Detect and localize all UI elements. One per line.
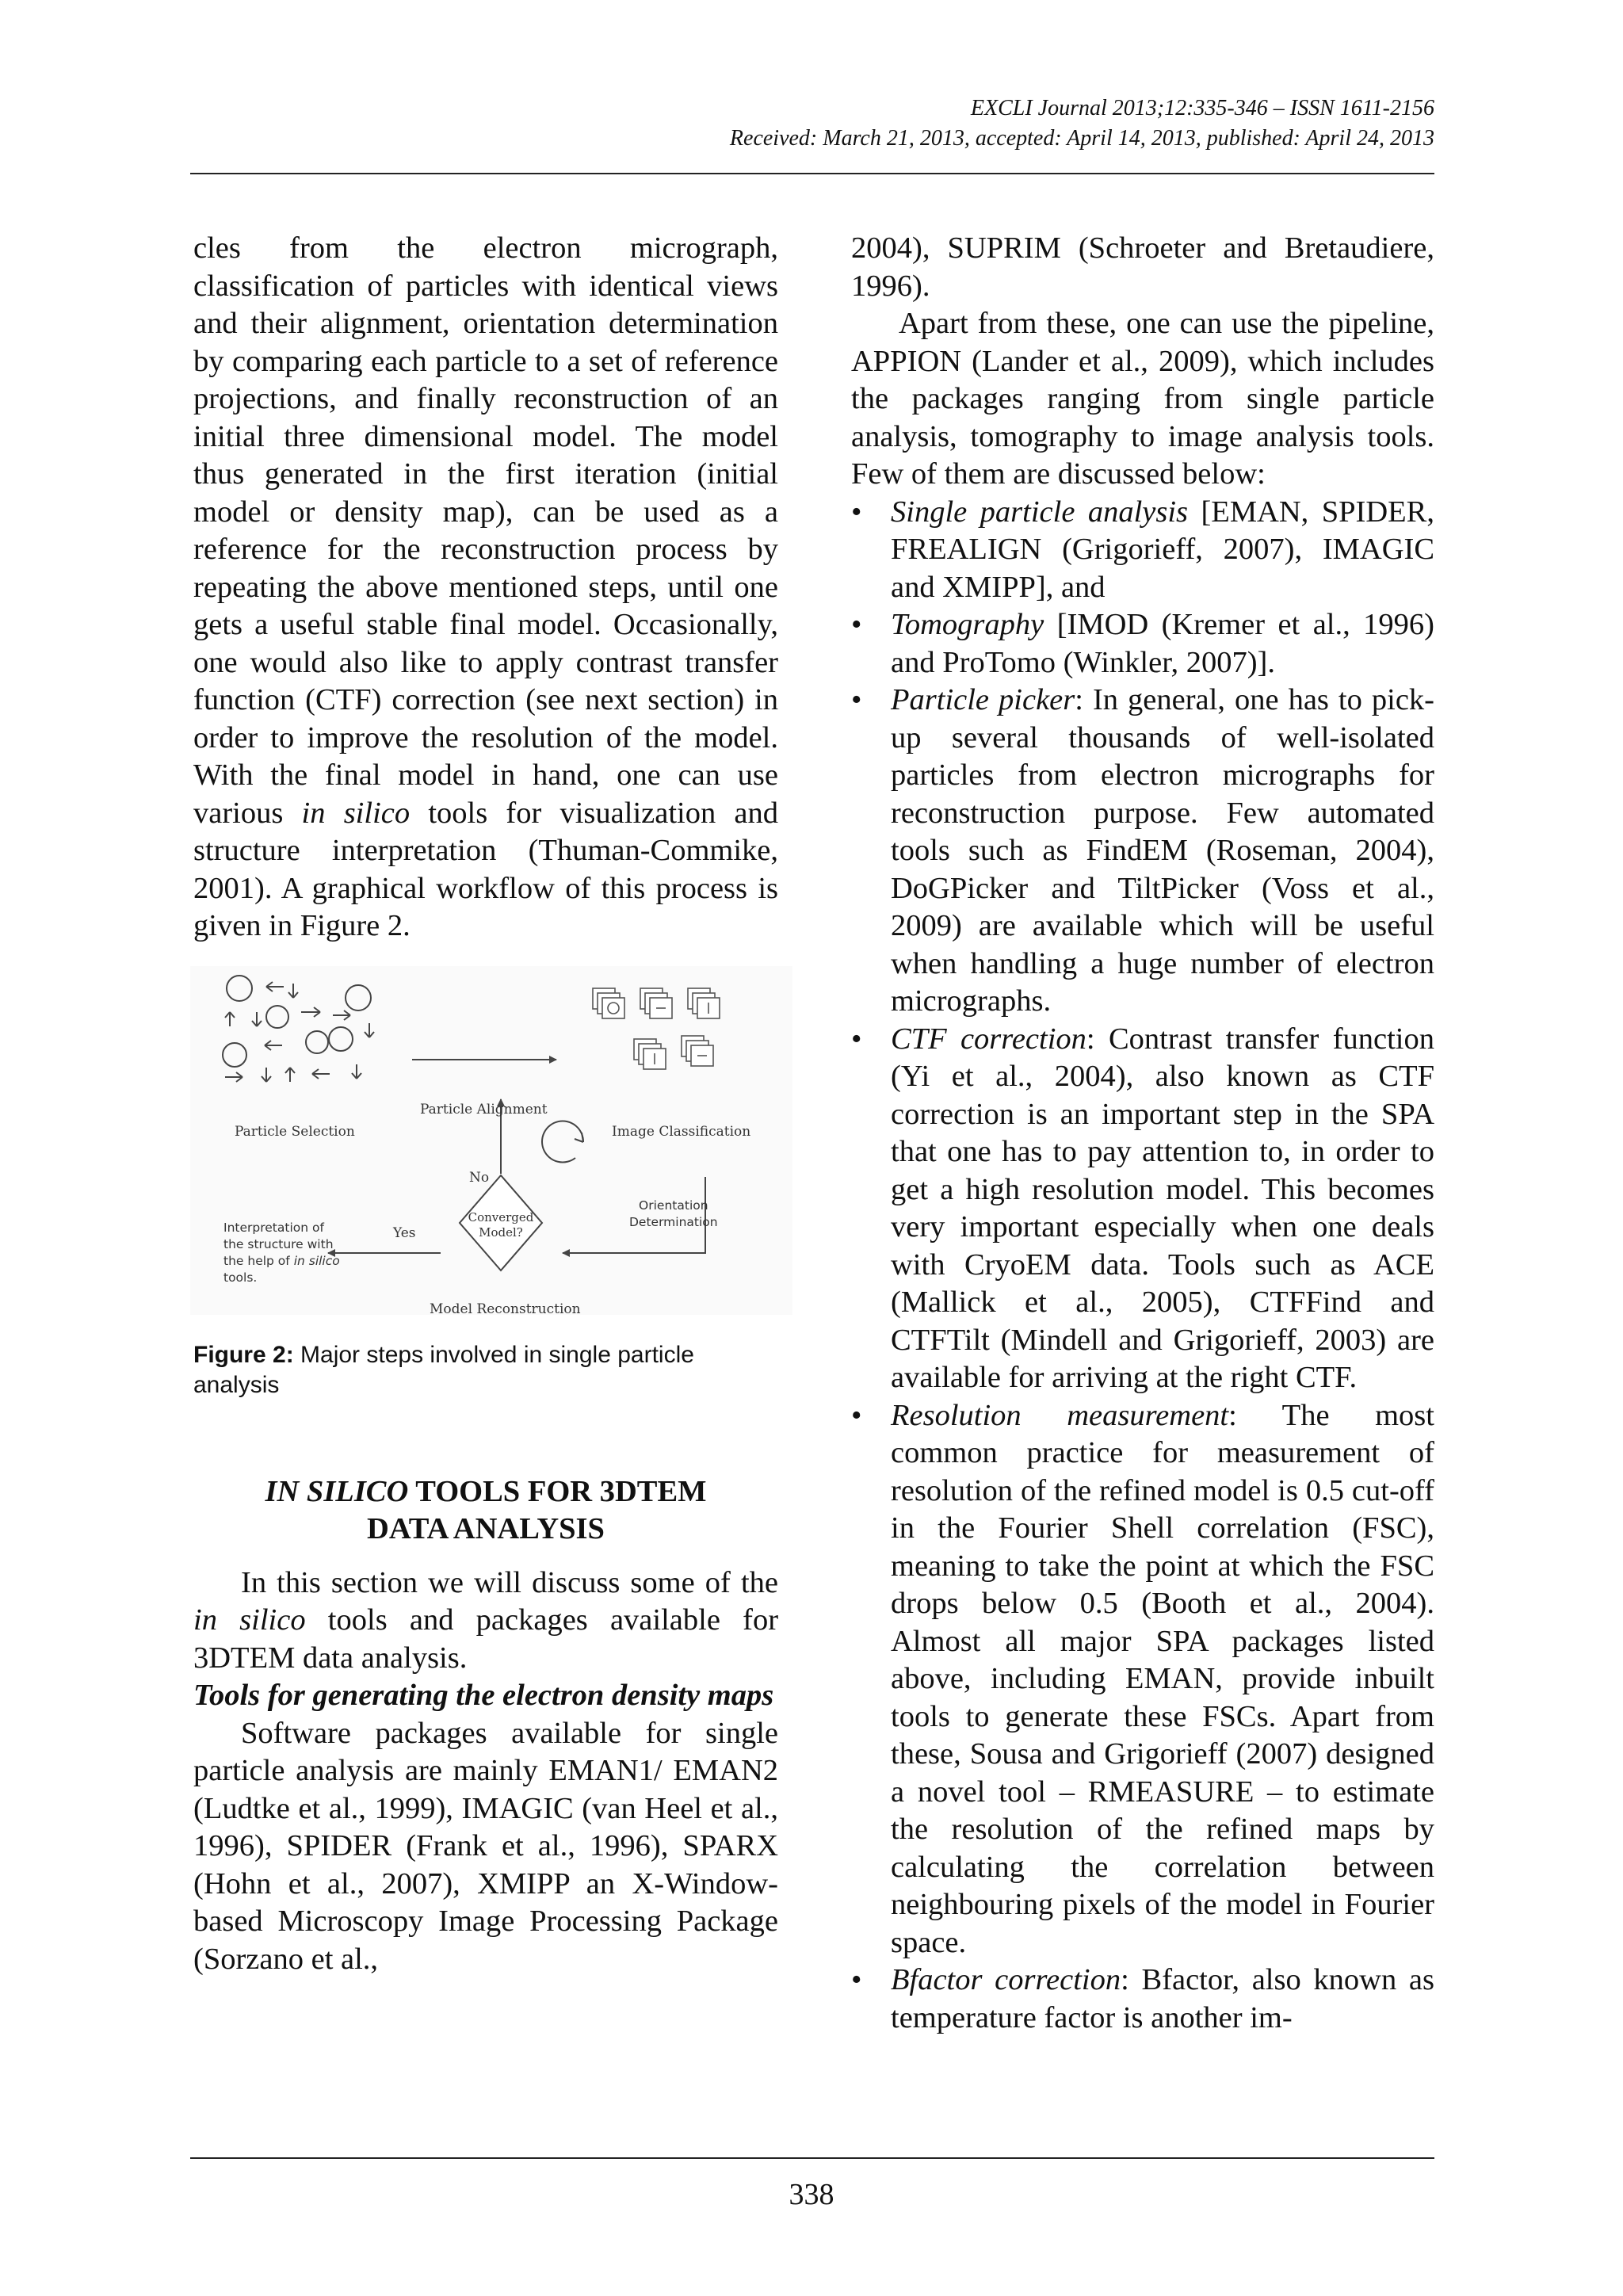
bullet-text: : In general, one has to pick-up several thousands of well-isolated particles from electron micrographs for reconstruction purpose. Few automated tools such as FindEM (Roseman, 2004), DoGPicker and TiltPicker (Voss et al., 2009) are available which will be useful when handling a huge number of electron micrographs. (891, 683, 1434, 1018)
label-no: No (469, 1169, 490, 1186)
converged-line-1: Converged (468, 1209, 534, 1224)
text-run: In this section we will discuss some of the (241, 1565, 778, 1599)
interp-line-2: the structure with (223, 1236, 334, 1251)
bullet-term: Single particle analysis (891, 495, 1189, 529)
label-model-reconstruction: Model Reconstruction (430, 1301, 581, 1317)
bullet-term: Bfactor correction (891, 1963, 1121, 1996)
list-item (851, 1962, 1434, 2037)
interp-line-4: tools. (223, 1270, 258, 1285)
section-heading-emphasis: IN SILICO (265, 1474, 409, 1508)
label-interpretation (223, 1220, 340, 1286)
suprim-paragraph: 2004), SUPRIM (Schroeter and Bretaudiere, 1996). (851, 231, 1434, 303)
publication-dates: Received: March 21, 2013, accepted: April 14, 2013, published: April 24, 2013 (729, 126, 1434, 151)
bullet-text: [EMAN, SPIDER, FREALIGN (Grigorieff, 2007), IMAGIC and XMIPP], and (891, 495, 1434, 604)
section-heading (193, 1473, 778, 1549)
caption-text: Major steps involved in single particle analysis (193, 1341, 694, 1398)
tools-bullet-list (851, 494, 1434, 2038)
bullet-text: : Contrast transfer function (Yi et al., 2004), also known as CTF correction is an important step in the SPA that one has to pay attention to, in order to get a high resolution model. This becomes very important especially when one deals with CryoEM data. Tools such as ACE (Mallick et al., 2005), CTFFind and CTFTilt (Mindell and Grigorieff, 2003) are available for arriving at the right CTF. (891, 1022, 1434, 1394)
bullet-text: : The most common practice for measurement of resolution of the refined model is 0.5 cut-off in the Fourier Shell correlation (FSC), meaning to take the point at which the FSC drops below 0.5 (Booth et al., 2004). Almost all major SPA packages listed above, including EMAN, provide inbuilt tools to generate these FSCs. Apart from these, Sousa and Grigorieff (2007) designed a novel tool – RMEASURE – to estimate the resolution of the refined maps by calculating the correlation between neighbouring pixels of the model in Fourier space. (891, 1398, 1434, 1959)
label-image-classification: Image Classification (612, 1123, 751, 1140)
list-item (851, 494, 1434, 607)
bullet-term: CTF correction (891, 1022, 1086, 1056)
list-item (851, 682, 1434, 1021)
label-orientation-determination (629, 1198, 718, 1231)
emphasis: in silico (193, 1603, 306, 1637)
left-column (193, 230, 778, 1978)
orientation-line-2: Determination (629, 1214, 718, 1229)
bullet-text: : Bfactor, also known as temperature factor is another im- (891, 1963, 1434, 2034)
list-item (851, 606, 1434, 682)
label-particle-selection: Particle Selection (235, 1123, 355, 1140)
bullet-text: [IMOD (Kremer et al., 1996) and ProTomo (Winkler, 2007)]. (891, 608, 1434, 679)
label-converged-model (464, 1210, 537, 1240)
appion-paragraph: Apart from these, one can use the pipeline, APPION (Lander et al., 2009), which includes the packages ranging from single particle analysis, tomography to image analysis tools. Few of them are discussed below: (851, 307, 1434, 491)
intro-paragraph (193, 230, 778, 946)
list-item (851, 1397, 1434, 1962)
list-item (851, 1021, 1434, 1397)
subsection-heading: Tools for generating the electron density maps (193, 1679, 774, 1712)
orientation-line-1: Orientation (639, 1198, 708, 1213)
figure-caption (193, 1340, 778, 1400)
caption-label: Figure 2: (193, 1341, 294, 1368)
section-heading-text: TOOLS FOR 3DTEM (415, 1474, 707, 1508)
bullet-term: Tomography (891, 608, 1044, 641)
journal-citation: EXCLI Journal 2013;12:335-346 – ISSN 1611-2156 (970, 96, 1434, 120)
text-run: tools for visualization and structure interpretation (Thuman-Commike, 2001). A graphical workflow of this process is given in Figure 2. (193, 796, 778, 942)
bullet-term: Particle picker (891, 683, 1075, 716)
footer-rule (190, 2157, 1434, 2159)
right-column (851, 230, 1434, 2037)
emphasis: in silico (301, 796, 411, 830)
text-run: cles from the electron micrograph, classification of particles with identical views and their alignment, orientation determination by comparing each particle to a set of reference projections, and finally reconstruction of an initial three dimensional model. The model thus generated in the first iteration (initial model or density map), can be used as a reference for the reconstruction process by repeating the above mentioned steps, until one gets a useful stable final model. Occasionally, one would also like to apply contrast transfer function (CTF) correction (see next section) in order to improve the resolution of the model. With the final model in hand, one can use various (193, 231, 778, 830)
interp-emphasis: in silico (293, 1253, 340, 1268)
section-heading-line-2: DATA ANALYSIS (367, 1512, 605, 1545)
label-particle-alignment: Particle Alignment (420, 1101, 548, 1117)
software-packages-paragraph: Software packages available for single particle analysis are mainly EMAN1/ EMAN2 (Ludtke et al., 1999), IMAGIC (van Heel et al., 1996), SPIDER (Frank et al., 1996), SPARX (Hohn et al., 2007), XMIPP an X-Window-based Microscopy Image Processing Package (Sorzano et al., (193, 1716, 778, 1976)
figure-2-workflow-diagram (190, 966, 792, 1315)
interp-line-1: Interpretation of (223, 1220, 324, 1235)
converged-line-2: Model? (479, 1224, 523, 1240)
interp-line-3 (223, 1253, 340, 1270)
label-yes: Yes (393, 1224, 416, 1241)
journal-header (190, 94, 1434, 154)
bullet-term: Resolution measurement (891, 1398, 1229, 1432)
section-intro-paragraph (193, 1564, 778, 1678)
page-number: 338 (789, 2178, 834, 2211)
text-run: tools and packages available for 3DTEM data analysis. (193, 1603, 779, 1675)
interp-text: the help of (223, 1253, 290, 1268)
header-rule (190, 173, 1434, 174)
section-heading-line-1 (193, 1473, 778, 1511)
